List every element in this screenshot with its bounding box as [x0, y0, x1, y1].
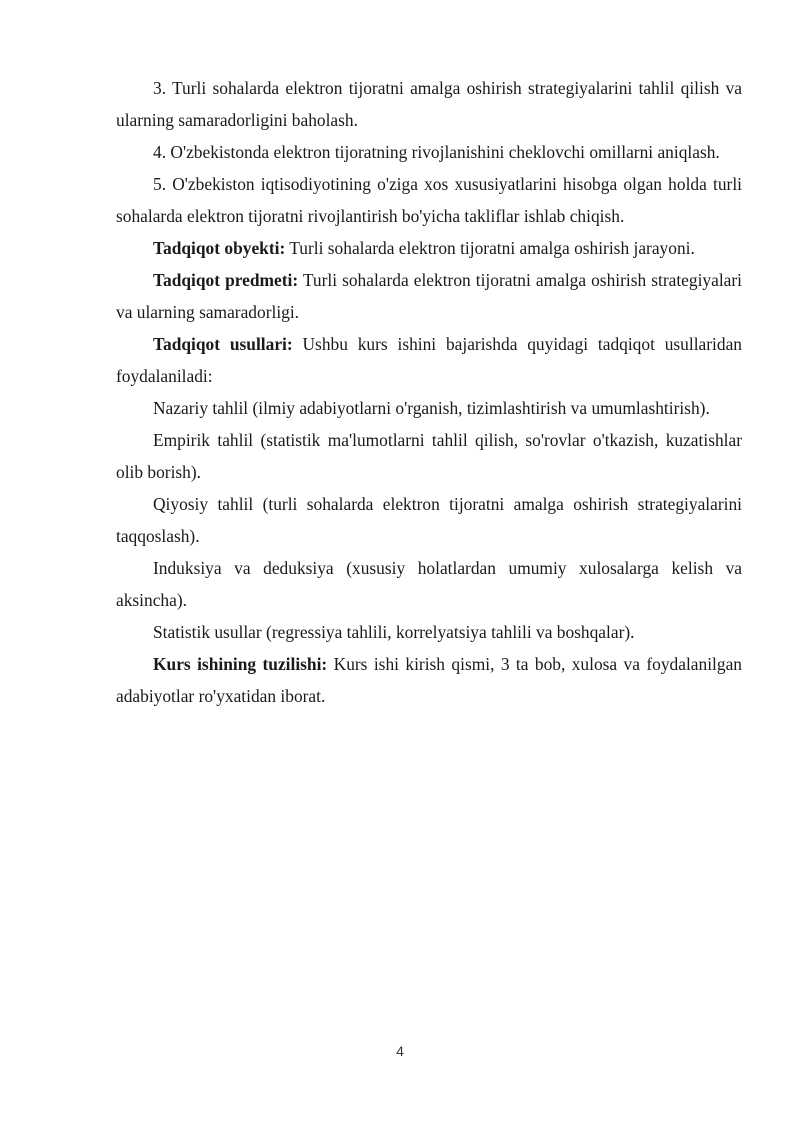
paragraph-task-5: [116, 168, 742, 232]
paragraph-text: 4. O'zbekistonda elektron tijoratning rivojlanishini cheklovchi omillarni aniqlash.: [153, 142, 720, 162]
paragraph-method-comparative: [116, 488, 742, 552]
paragraph-course-structure: [116, 648, 742, 712]
paragraph-method-statistical: [116, 616, 742, 648]
paragraph-research-object: [116, 232, 742, 264]
paragraph-research-methods: [116, 328, 742, 392]
paragraph-label: Tadqiqot usullari:: [153, 334, 293, 354]
paragraph-task-3: [116, 72, 742, 136]
paragraph-research-subject: [116, 264, 742, 328]
paragraph-text: Statistik usullar (regressiya tahlili, korrelyatsiya tahlili va boshqalar).: [153, 622, 635, 642]
paragraph-label: Tadqiqot predmeti:: [153, 270, 299, 290]
paragraph-text: Empirik tahlil (statistik ma'lumotlarni tahlil qilish, so'rovlar o'tkazish, kuzatishlar olib borish).: [116, 430, 742, 482]
paragraph-label: Tadqiqot obyekti:: [153, 238, 286, 258]
paragraph-text: Turli sohalarda elektron tijoratni amalga oshirish strategiyalari va ularning samaradorligi.: [116, 270, 742, 322]
paragraph-text: Qiyosiy tahlil (turli sohalarda elektron tijoratni amalga oshirish strategiyalarini taqqoslash).: [116, 494, 742, 546]
paragraph-text: 3. Turli sohalarda elektron tijoratni amalga oshirish strategiyalarini tahlil qilish va ularning samaradorligini baholash.: [116, 78, 742, 130]
paragraph-text: Nazariy tahlil (ilmiy adabiyotlarni o'rganish, tizimlashtirish va umumlashtirish).: [153, 398, 710, 418]
paragraph-text: Induksiya va deduksiya (xususiy holatlardan umumiy xulosalarga kelish va aksincha).: [116, 558, 742, 610]
paragraph-method-empirical: [116, 424, 742, 488]
paragraph-method-induction: [116, 552, 742, 616]
paragraph-task-4: [116, 136, 742, 168]
paragraph-label: Kurs ishining tuzilishi:: [153, 654, 328, 674]
paragraph-text: Turli sohalarda elektron tijoratni amalga oshirish jarayoni.: [285, 238, 695, 258]
paragraph-text: Kurs ishi kirish qismi, 3 ta bob, xulosa va foydalanilgan adabiyotlar ro'yxatidan iborat.: [116, 654, 742, 706]
document-body: [116, 72, 742, 712]
paragraph-text: Ushbu kurs ishini bajarishda quyidagi tadqiqot usullaridan foydalaniladi:: [116, 334, 742, 386]
paragraph-method-theoretical: [116, 392, 742, 424]
page-number: 4: [396, 1043, 404, 1059]
paragraph-text: 5. O'zbekiston iqtisodiyotining o'ziga xos xususiyatlarini hisobga olgan holda turli sohalarda elektron tijoratni rivojlantirish bo'yicha takliflar ishlab chiqish.: [116, 174, 742, 226]
